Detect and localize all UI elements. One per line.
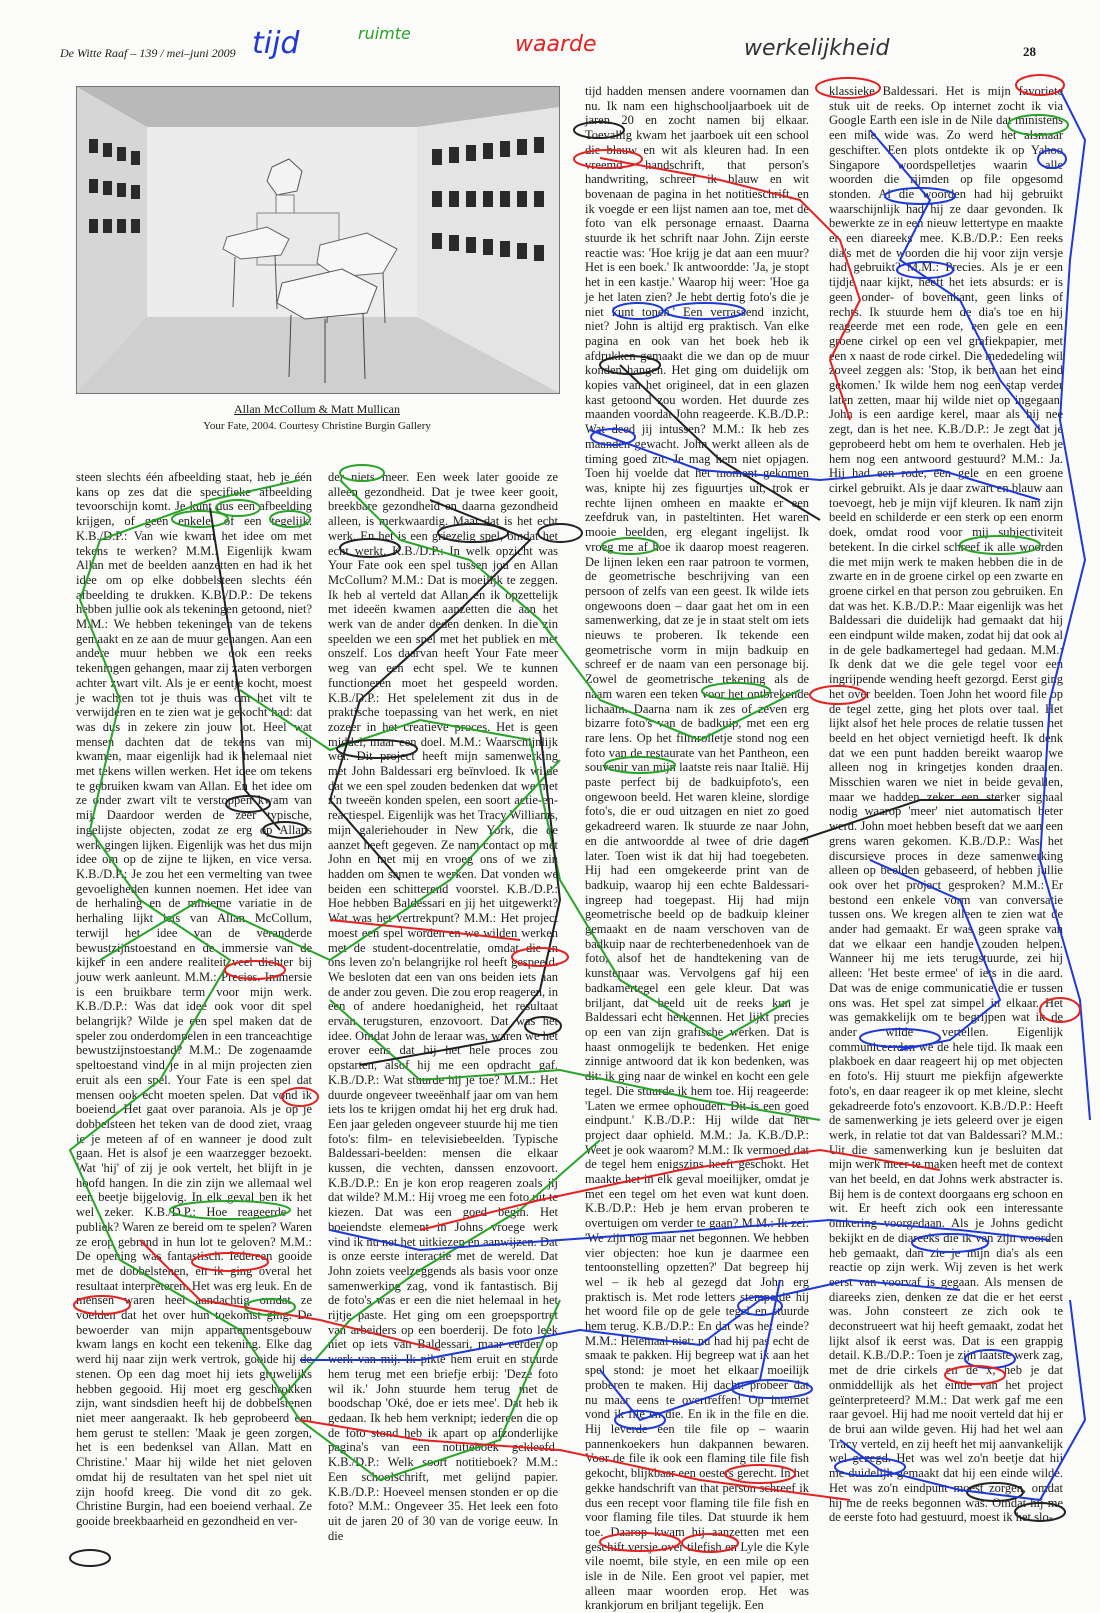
text-column-1	[76, 470, 312, 1560]
handwritten-label-black: werkelijkheid	[744, 36, 890, 61]
page-number: 28	[1023, 44, 1036, 59]
column-text: klassieke Baldessari. Het is mijn favoriete stuk uit de reeks. Op internet zocht ik via Google Earth een isle in de Nile dat ministens een mile wide was. Zo werd het alsmaar geschifter. Een plots ontdekte ik op Yahoo Singapore woordspelletjes waarin alle woorden die rijmden op file opgesomd stonden. Al die woorden had hij gebruikt waarschijnlijk had hij ze daar gevonden. Ik bewerkte ze in een nieuw lettertype en maakte er een diareeks mee. K.B./D.P.: Een reeks dia's met de woorden die hij voor zijn versje had gebruikt? M.M.: Precies. Als je er een tijdje naar kijkt, heeft het iets absurds: er is geen onder- of bovenkant, geen links of rechts. Ik stuurde hem de dia's toe en hij reageerde met een rode, een gele en een groene cirkel op een vel grafiekpapier, met een x naast de rode cirkel. Die mededeling wil zoveel zeggen als: 'Stop, ik ben aan het eind gekomen.' Ik wilde hem nog een stap verder laten zetten, maar hij wilde niet op ingegaan. John is een aardige kerel, maar als hij nee zegt, dan is het nee. K.B./D.P.: Je zegt dat je geprobeerd hebt om hem te overhalen. Heb je hem nog een antwoord gestuurd? M.M.: Ja. Hij had een rode, een gele en een groene cirkel gebruikt. Als je daar zwart en blauw aan toevoegt, heb je mijn vijf kleuren. Ik nam zijn beeld en schilderde er een sterk op een enorm doek, omdat rood voor mij subjectiviteit betekent. In die cirkel schreef ik alle woorden die met mijn werk te maken hebben die in de zwarte en in de groene cirkel op een zwarte en groene cirkel en that person zou gebruiken. En dat was het. K.B./D.P.: Maar eigenlijk was het Baldessari die duidelijk had gemaakt dat hij een eindpunt wilde maken, zodat hij dat ook al in de gele badkamertegel had gedaan. M.M.: Ik denk dat we die gele tegel voor een ingrijpende wending heeft gezorgd. Eerst ging het over beelden. Toen John het woord file op de tegel zette, ging het plots over taal. Het lijkt alsof het hele proces de relatie tussen het beeld en het object vernietigd heeft. Ik denk dat we een punt hadden bereikt waarop we alleen nog in kringetjes konden draaien. Misschien waren we niet in beide gevallen, maar we hadden zeker een sterker signaal nodig waarop 'meer' niet automatisch beter werd. John moet hebben beseft dat we aan een grens waren gekomen. K.B./D.P.: Was het discursieve proces in deze samenwerking alleen op beelden gebaseerd, of hebben jullie ook over het project gesproken? M.M.: Er bestond een enkele vorm van conversatie tussen ons. We kregen alleen te zien wat de ander had gemaakt. Er was geen sprake van dat we elkaar een handje zouden helpen. Wanneer hij me iets terugstuurde, zei hij alleen: 'Het beste ermee' of iets in die aard. Dat was de enige communicatie die er tussen ons was. Het spel zat simpel in elkaar. Het was gemakkelijk om te begrijpen wat ik de ander wilde vertellen. Eigenlijk communiceerden we de hele tijd. Ik maak een plakboek en daar reageert hij op met objecten en foto's. Hij stuurt me piekfijn afgewerkte foto's, en daar reageer ik op met kleine, slecht gekadreerde foto's enzovoort. K.B./D.P.: Heeft de samenwerking je iets geleerd over je eigen werk, in relatie tot dat van Baldessari? M.M.: Uit die samenwerking kun je besluiten dat mijn werk meer te maken heeft met de context van het beeld, en dat Johns werk abstracter is. Bij hem is de context doorgaans erg schoon en wit. Er heeft zich ook een interessante omkering voorgedaan. Als je Johns gedicht bekijkt en de diareeks die ik van zijn woorden heb gemaakt, dan zie je mijn dia's als een reactie op zijn werk. Wij zeven is het werk eerst van voorvaf is gegaan. Als mensen de diareeks zien, denken ze dat die er het eerst was. John consteert ze zich ook te deconstrueert wat hij heeft gemaakt, zodat het lijkt alsof ik eerst was. Dat is een grappig detail. K.B./D.P.: Toen je zijn laatste werk zag, met de drie cirkels en de x, heb je dat onmiddellijk als het einde van het project geïnterpreteerd? M.M.: Dat werk gaf me een raar gevoel. Hij had me nooit verteld dat hij er de brui aan wilde geven. Hij had het wel aan Tracy verteld, en zij heeft het mij aanvankelijk wel gezegd. Het was wel zo'n beetje dat hij me duidelijk gemaakt dat hij een einde wilde. Het was zo'n eindpunt moest zorgen, omdat hij me de reeks begonnen was. Omdat hij me de eerste foto had gestuurd, moest ik het slo-	[829, 84, 1063, 1525]
handwritten-label-red: waarde	[515, 32, 597, 57]
gallery-photo	[76, 86, 560, 394]
text-column-3	[585, 84, 809, 1613]
handwritten-label-blue: tijd	[252, 26, 300, 61]
photo-caption-artists: Allan McCollum & Matt Mullican	[234, 402, 400, 416]
running-header: De Witte Raaf – 139 / mei–juni 2009	[60, 46, 236, 60]
column-text: tijd hadden mensen andere voornamen dan nu. Ik nam een highschooljaarboek uit de jaren 20 en zocht namen bij elkaar. Toevallig kwam het jaarboek uit een school die blauw en wit als kleuren had. In een vreemd handschrift, that person's handwriting, schreef ik blauw en wit bovenaan de pagina in het notitieschrift, en ik voegde er een lijst namen aan toe, met de foto van elk personage ernaast. Daarna stuurde ik het schrift naar John. Zijn eerste reactie was: 'Hoe krijg je dat aan een muur? Het is een boek.' Ik antwoordde: 'Ja, je stopt het in een kastje.' Waarop hij weer: 'Hoe ga je het laten zien? Je hebt dertig foto's die je niet kunt tonen.' Een verrassend inzicht, niet? John is altijd erg praktisch. Van elke pagina en ook van het boek heb ik afdrukken gemaakt die we dan op de muur konden hangen. Het ging om duidelijk om kopies van het origineel, dat in een glazen kast getoond zou worden. Het duurde zes maanden voordat John reageerde. K.B./D.P.: Wat deed jij intussen? M.M.: Ik heb zes maanden gewacht. John werkt alleen als de timing goed zit. Je mag hem niet opjagen. Toen hij voelde dat het moment gekomen was, knipte hij zes figuurtjes uit, trok er rechte lijnen omheen en maakte er een zeefdruk van, in pasteltinten. Het waren mooie beelden, erg elegant ingelijst. Ik vroeg me af hoe ik daarop moest reageren. De lijnen leken een raar patroon te vormen, de geometrische beschrijving van een persoon of zelfs van een geest. Ik wilde iets ongewoons doen – daar gaat het om in een samenwerking, dat ze je in staat stelt om iets nieuws te proberen. Ik tekende een geometrische vorm in mijn badkuip en schreef er de naam van een personage bij. Zowel de geometrische tekening als de naam waren een teken voor het ontbrekende lichaam. Daarna nam ik zes of zeven erg bizarre foto's van de badkuip, met een erg rare lens. Op het filmrolletje stond nog een foto van de restaurate van het Pantheon, een souvenir van mijn laatste reis naar Italië. Hij paste perfect bij de badkuipfoto's, een ongewoon beeld. Het waren kleine, slordige foto's, die er oud uitzagen en niet zo goed gekadreerd waren. Ik stuurde ze naar John, en die antwoordde al twee of drie dagen later. Toen wist ik dat hij had toegebeten. Hij had een omgekeerde print van de badkuip, waarop hij een echte Baldessari-ingreep had toegepast. Hij had mijn geometrische beeld op de badkuip kleiner gemaakt en de naam verschoven van de badkuip naar de rechterbenedenhoek van de foto, alsof het de handtekening van de kunstenaar was. Vervolgens gaf hij een badkamertegel een gele kleur. Dat was briljant, dat beeld uit de reeks kun je Baldessari echt herkennen. Het lijkt precies op een van zijn grafische werken. Dat is haast onmogelijk te bedenken. Het enige zinnige antwoord dat ik kon bedenken, was dit: ik ging naar de winkel en kocht een gele tegel. Die stuurde ik hem toe. Hij reageerde: 'Laten we ermee ophouden. Dit is een goed eindpunt.' K.B./D.P.: Hij wilde dat het project daar ophield. M.M.: Ja. K.B./D.P.: Weet je ook waarom? M.M.: Ik vermoed dat de tegel hem enigszins heeft geschokt. Het maakte het in elk geval moeilijker, omdat je met een tegel om het even wat kunt doen. K.B./D.P.: Heb je hem ervan proberen te overtuigen om verder te gaan? M.M.: Ik zei: 'We zijn nog maar net begonnen. We hebben vier objecten: hoe kun je daarmee een tentoonstelling opzetten?' Dat begreep hij wel – ik heb al gezegd dat John erg praktisch is. Met rode letters stempelde hij het woord file op de gele tegel en stuurde hem terug. K.B./D.P.: En dat was het einde? M.M.: Helemaal niet: nu had hij pas echt de smaak te pakken. Hij begreep wat ik aan het spel stond: je moet het elkaar moeilijk proberen te maken. Hij dacht: probeer dat nu maar eens te overtreffen! Op internet vond ik file en die. En ik in the file en die. Hij leverde een tile file op – waarin pannenkoekers hun dakpannen bewaren. Voor de file ik ook een flaming tile file fish gekocht, blijkbaar een oesters gerecht. In het gekke handschrift van that person schreef ik dus een recept voor flaming tile file fish en voor flaming file tiles. Dat stuurde ik hem toe. Daarop kwam hij aanzetten met een geschift versje over tilefish en Lyle die Kyle vile noemt, bile style, en een mile op een isle in de Nile. Een groot vel papier, met alleen maar woorden erop. Het was krankjorum en briljant tegelijk. Een	[585, 84, 809, 1613]
column-text: steen slechts één afbeelding staat, heb je één kans op zes dat die specifieke afbeelding tevoorschijn komt. Je kunt dus een afbeelding krijgen, of geen enkele, of een tegelijk. K.B./D.P.: Van wie kwam het idee om met tekens te werken? M.M.: Eigenlijk kwam Allan met de beelden aanzetten en had ik het idee om op elke dobbelsteen slechts één afbeelding te drukken. K.B./D.P.: De tekens hebben jullie ook als tekeningen getoond, niet? M.M.: We hebben tekeningen van de tekens gemaakt en ze aan de muur gehangen. Aan een andere muur hebben we ook een reeks tekeningen gehangen, maar zij zaten verborgen achter zwart vilt. Als je er eentje kocht, moest je wachten tot je thuis was om het vilt te verwijderen en te zien wat je gekocht had: dat was dus in zekere zin jouw lot. Heel wat mensen dachten dat de tekens van mij kwamen, maar eigenlijk had ik helemaal niet met tekens willen werken. Het idee om tekens te gebruiken kwam van Allan. En het idee om ze onder zwart vilt te verstoppen kwam van mij. Daardoor werden de zeer typische, ingelijste objecten, zodat ze erg op Allans werk gingen lijken. Eigenlijk was het dus mijn idee om op de zijne te lijken, en vice versa. K.B./D.P.: Je zou het een vermelting van twee gevoeligheden kunnen noemen. Het idee van de herhaling en de minieme variatie in de herhaling lijkt iets van Allan McCollum, terwijl het idee van de veranderde bewustzijnstoestand en de immersie van de kijker in een andere realiteit veel dichter bij jouw werk aanleunt. M.M.: Precies. Immersie is een bruikbare term voor mijn werk. K.B./D.P.: Was dat idee ook voor dit spel belangrijk? Wilde je een spel maken dat de speler zou onderdompelen in een tranceachtige bewustzijnstoestand? M.M.: De zogenaamde speltoestand vind je in al mijn projecten zien eruit als een spel. Your Fate is een spel dat mensen ook echt moeten spelen. Dat vond ik boeiend. Het gaat over paranoia. Als je op je dobbelsteen het teken van de dood ziet, vraag je je meteen af of en wanneer je dood zult gaan. Het is alsof je een waarzegger bezoekt. Wat 'hij' of zij je ook vertelt, het blijft in je hoofd hangen. In die zin zijn we allemaal wel een beetje bijgelovig. In elk geval ben ik het wel zeker. K.B./D.P.: Hoe reageerde het publiek? Waren ze bereid om te spelen? Waren ze erop gebrand in hun lot te geloven? M.M.: De opening was fantastisch. Iedereen gooide met de dobbelstenen, en ik ging overal het resultaat interpreteren. Het was erg leuk. En de mensen waren heel aandachtig omdat ze voelden dat het over hun toekomst ging. De bewoerder van mijn appartementsgebouw kwam langs en kocht een tekening. Elke dag werd hij naar zijn werk vertrok, gooide hij de stenen. Op een dag moet hij iets gruwelijks hebben gegooid. Hij moet erg geschrokken zijn, want sindsdien heeft hij de dobbelstenen niet meer aangeraakt. Ik heb geprobeerd een hem gerust te stellen: 'Maak je geen zorgen, het is een bedenksel van Allan. Matt en Christine.' Maar hij wilde het niet geloven omdat hij de resultaten van het spel niet uit zijn hoofd kreeg. Die vond dit zo gek. Christine Burgin, had een boeiend verhaal. Ze gooide breekbaarheid en gezondheid en ver-	[76, 470, 312, 1528]
gallery-scene-illustration	[77, 87, 559, 393]
photo-caption-credit: Your Fate, 2004. Courtesy Christine Burgin Gallery	[203, 420, 431, 432]
text-column-4	[829, 84, 1063, 1562]
column-text: der niets meer. Een week later gooide ze alleen gezondheid. Dat je twee keer gooit, breekbare gezondheid en daarna gezondheid alleen, is merkwaardig. Maar dat is het echt werk. En het is een griezelig spel, omdat het echt werkt. K.B./D.P.: In welk opzicht was Your Fate ook een spel tussen jou en Allan McCollum? M.M.: Dat is moeilijk te zeggen. Ik heb al verteld dat Allan en ik opzettelijk met ideeën kwamen aanzetten die aan het werk van de ander deden denken. In die zin speelden we een spel met het publiek en met onszelf. Los daarvan heeft Your Fate meer weg van een echt spel. We te kunnen functioneren moet het gespeeld worden. K.B./D.P.: Het spelelement zit dus in de praktische toepassing van het werk, en niet zozeer in het creatieve proces. Het is geen middel, maar een doel. M.M.: Waarschijnlijk wel. Dit project heeft mijn samenwerking met John Baldessari erg beïnvloed. Ik wilde dat we een spel zouden bedenken dat we met z'n tweeën konden spelen, een soort actie-en-reactiespel. Eigenlijk was het Tracy Williams, mijn galeriehouder in New York, die de aanzet heeft gegeven. Ze nam contact op met John en met mij en vroeg ons of we zin hadden om samen te werken. Dat vonden we beiden een schitterend voorstel. K.B./D.P.: Hoe hebben Baldessari en jij het uitgewerkt? Wat was het vertrekpunt? M.M.: Het project moest een spel worden en we wilden werken met de student-docentrelatie, omdat die in ons leven zo'n belangrijke rol heeft gespeeld. We besloten dat een van ons beiden iets aan de ander zou geven. Die zou erop reageren, in een of andere hoedanigheid, het resultaat ervan terugsturen, enzovoort. Dat was het idee. Omdat John de leraar was, waren we het erover eens dat hij het hele proces zou opstarten, alsof hij me een opdracht gaf. K.B./D.P.: Wat stuurde hij je toe? M.M.: Het duurde ongeveer tweeënhalf jaar om van hem iets los te krijgen omdat hij het erg druk had. Een jaar geleden ongeveer stuurde hij me tien foto's: film- en televisiebeelden. Typische Baldessari-beelden: mensen die elkaar kussen, die vechten, danssen enzovoort. K.B./D.P.: En je kon erop reageren zoals jij dat wilde? M.M.: Hij vroeg me een foto uit te kiezen. Dat was een goed begin. Het boeiendste element in Johns vroege werk vind ik nu net het uitkiezen en aanwijzen. Dat is onze eerste interactie met de wereld. Dat John zoiets veelzeggends als basis voor onze samenwerking zag, vond ik fantastisch. Bij de foto's was er een die niet helemaal in het rijtje paste. Het ging om een groepsportret van arbeiders op een boerderij. De foto leek niet op iets van Baldessari, maar eerder op werk van mij. Ik pikte hem eruit en stuurde hem terug met een briefje erbij: 'Deze foto wil ik.' John stuurde hem terug met de boodschap 'Oké, doe er iets mee'. Dat heb ik gedaan. Ik heb hem verknipt; iedereen die op de foto stond heb ik apart op afzonderlijke pagina's van een notitieboek gekleefd. K.B./D.P.: Welk soort notitieboek? M.M.: Een schoolschrift, met gelijnd papier. K.B./D.P.: Hoeveel mensen stonden er op die foto? M.M.: Ongeveer 35. Het leek een foto uit de jaren 20 of 30 van de vorige eeuw. In die	[328, 470, 558, 1543]
text-column-2	[328, 470, 558, 1560]
handwritten-label-green: ruimte	[358, 24, 411, 43]
